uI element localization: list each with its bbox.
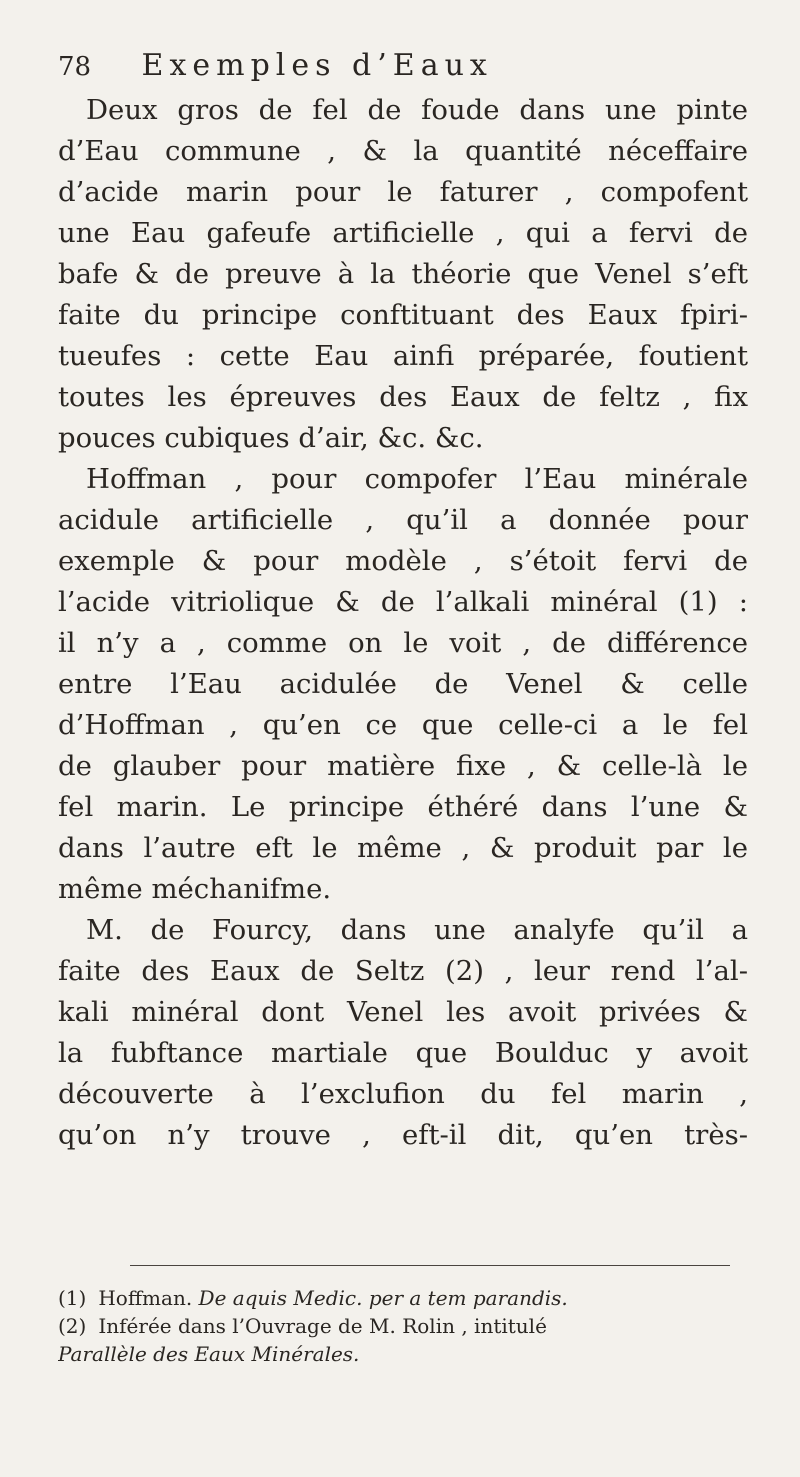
- footnote-2-continuation: [58, 1340, 748, 1368]
- footnote-divider: [130, 1265, 730, 1266]
- text-line: faite des Eaux de Seltz (2) , leur rend l’al-: [58, 955, 748, 987]
- text-line: l’acide vitriolique & de l’alkali minéral (1) :: [58, 586, 748, 618]
- running-title: Exemples d’Eaux: [141, 48, 493, 83]
- text-line: M. de Fourcy, dans une analyfe qu’il a: [86, 914, 748, 946]
- text-line: dans l’autre eft le même , & produit par le: [58, 832, 748, 864]
- text-line: la fubftance martiale que Boulduc y avoit: [58, 1037, 748, 1069]
- text-line: entre l’Eau acidulée de Venel & celle: [58, 668, 748, 700]
- text-line: qu’on n’y trouve , eft-il dit, qu’en très-: [58, 1119, 748, 1151]
- footnote-title: De aquis Medic. per a tem parandis.: [198, 1286, 568, 1310]
- text-line: toutes les épreuves des Eaux de feltz , fix: [58, 381, 748, 413]
- text-line: pouces cubiques d’air, &c. &c.: [58, 422, 484, 454]
- footnotes: [58, 1284, 748, 1368]
- text-line: fel marin. Le principe éthéré dans l’une &: [58, 791, 748, 823]
- text-line: bafe & de preuve à la théorie que Venel s’eft: [58, 258, 748, 290]
- footnote-author: Hoffman.: [98, 1286, 193, 1310]
- text-line: Hoffman , pour compofer l’Eau minérale: [86, 463, 748, 495]
- footnote-1: [58, 1284, 748, 1312]
- text-line: même méchanifme.: [58, 873, 332, 905]
- text-line: d’Hoffman , qu’en ce que celle-ci a le fel: [58, 709, 748, 741]
- text-line: d’Eau commune , & la quantité néceffaire: [58, 135, 748, 167]
- footnote-mark: (1): [58, 1286, 87, 1310]
- footnote-mark: (2): [58, 1314, 87, 1338]
- footnote-text: Inférée dans l’Ouvrage de M. Rolin , intitulé: [98, 1314, 547, 1338]
- footnote-2: [58, 1312, 748, 1340]
- page-number: 78: [58, 52, 92, 82]
- text-line: kali minéral dont Venel les avoit privées &: [58, 996, 748, 1028]
- text-line: d’acide marin pour le faturer , compofent: [58, 176, 748, 208]
- text-line: découverte à l’exclufion du fel marin ,: [58, 1078, 748, 1110]
- footnote-title: Parallèle des Eaux Minérales.: [58, 1342, 360, 1366]
- text-line: acidule artificielle , qu’il a donnée pour: [58, 504, 748, 536]
- text-line: Deux gros de fel de foude dans une pinte: [86, 94, 748, 126]
- body-text: [58, 90, 748, 1156]
- text-line: il n’y a , comme on le voit , de différence: [58, 627, 748, 659]
- text-line: exemple & pour modèle , s’étoit fervi de: [58, 545, 748, 577]
- text-line: tueufes : cette Eau ainfi préparée, foutient: [58, 340, 748, 372]
- text-line: une Eau gafeufe artificielle , qui a fervi de: [58, 217, 748, 249]
- text-line: de glauber pour matière fixe , & celle-là le: [58, 750, 748, 782]
- page-header: [58, 46, 748, 86]
- text-line: faite du principe conftituant des Eaux fpiri-: [58, 299, 748, 331]
